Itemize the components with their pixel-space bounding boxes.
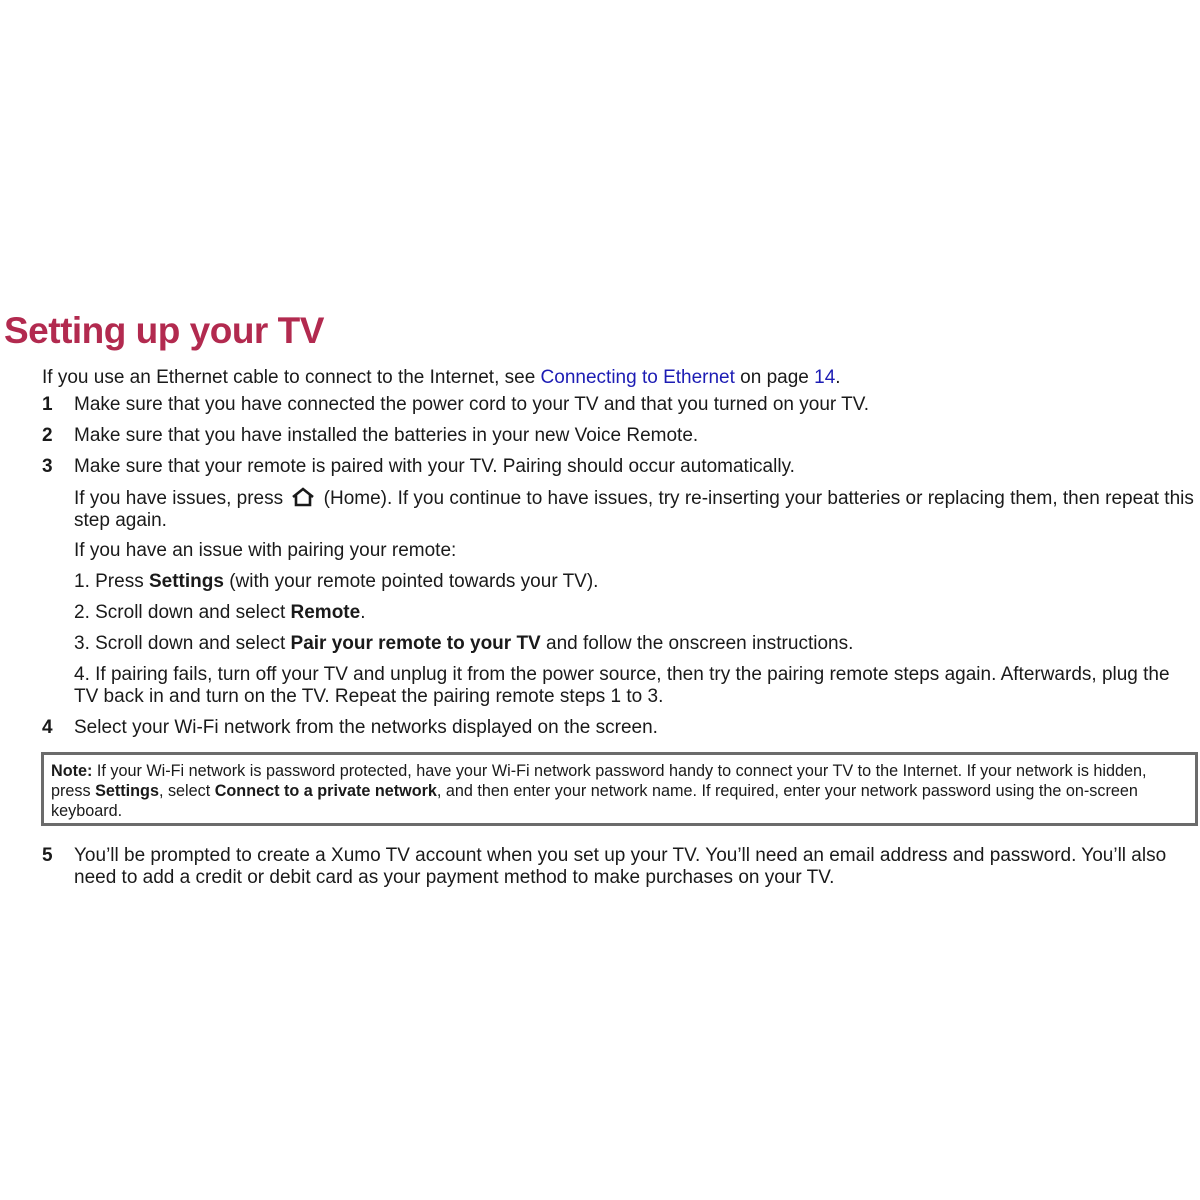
pairing-step-prefix: 1. Press	[74, 571, 149, 592]
note-bold-settings: Settings	[95, 782, 159, 800]
pairing-step-prefix: 3. Scroll down and select	[74, 633, 291, 654]
page-link[interactable]: 14	[814, 367, 836, 388]
pairing-intro: If you have an issue with pairing your remote:	[74, 540, 457, 561]
pairing-step-bold: Remote	[290, 602, 361, 623]
home-icon	[290, 487, 316, 507]
intro-text-after: .	[835, 367, 841, 388]
step3-issue-paragraph	[74, 487, 1194, 532]
step-text: Make sure that your remote is paired with your TV. Pairing should occur automatically.	[74, 456, 795, 477]
issue-text-before: If you have issues, press	[74, 488, 289, 509]
pairing-step-bold: Pair your remote to your TV	[290, 633, 541, 654]
pairing-step	[74, 664, 1194, 708]
note-text: , and then enter your network name. If required, enter your network password using the on-screen keyboard.	[51, 782, 1138, 820]
ethernet-link[interactable]: Connecting to Ethernet	[540, 367, 735, 388]
step-text: Make sure that you have installed the batteries in your new Voice Remote.	[74, 425, 699, 446]
note-box	[41, 752, 1198, 826]
pairing-step-suffix: .	[360, 602, 366, 623]
step-number: 1	[42, 394, 53, 415]
step-text: You’ll be prompted to create a Xumo TV account when you set up your TV. You’ll need an email address and password. You’ll also need to add a credit or debit card as your payment method to make purchases on your TV.	[74, 845, 1167, 888]
pairing-step	[74, 633, 853, 655]
step-number: 4	[42, 717, 53, 738]
note-text: If your Wi-Fi network is password protected, have your Wi-Fi network password handy to connect your TV to the Internet. If your network is hidden, press	[51, 762, 1147, 800]
pairing-step-suffix: (with your remote pointed towards your TV).	[223, 571, 599, 592]
pairing-step-suffix: and follow the onscreen instructions.	[540, 633, 854, 654]
issue-text-after: (Home). If you continue to have issues, try re-inserting your batteries or replacing them, then repeat this step again.	[74, 488, 1194, 531]
pairing-step	[74, 602, 365, 624]
pairing-step	[74, 571, 598, 593]
note-bold-private-network: Connect to a private network	[214, 782, 437, 800]
step-number: 2	[42, 425, 53, 446]
page-title: Setting up your TV	[4, 310, 324, 351]
note-label: Note:	[51, 762, 93, 780]
intro-text-before: If you use an Ethernet cable to connect to the Internet, see	[42, 367, 541, 388]
step-number: 5	[42, 845, 53, 866]
intro-text-middle: on page	[734, 367, 815, 388]
pairing-step-prefix: 2. Scroll down and select	[74, 602, 291, 623]
step-text: Make sure that you have connected the power cord to your TV and that you turned on your TV.	[74, 394, 869, 415]
pairing-step-prefix: 4. If pairing fails, turn off your TV and unplug it from the power source, then try the pairing remote steps again. Afterwards, plug the TV back in and turn on the TV. Repeat the pairing remote steps 1 to 3.	[74, 664, 1170, 707]
step-number: 3	[42, 456, 53, 477]
step-text: Select your Wi-Fi network from the networks displayed on the screen.	[74, 717, 658, 738]
intro-paragraph	[42, 367, 841, 389]
note-text: , select	[158, 782, 215, 800]
pairing-step-bold: Settings	[148, 571, 224, 592]
